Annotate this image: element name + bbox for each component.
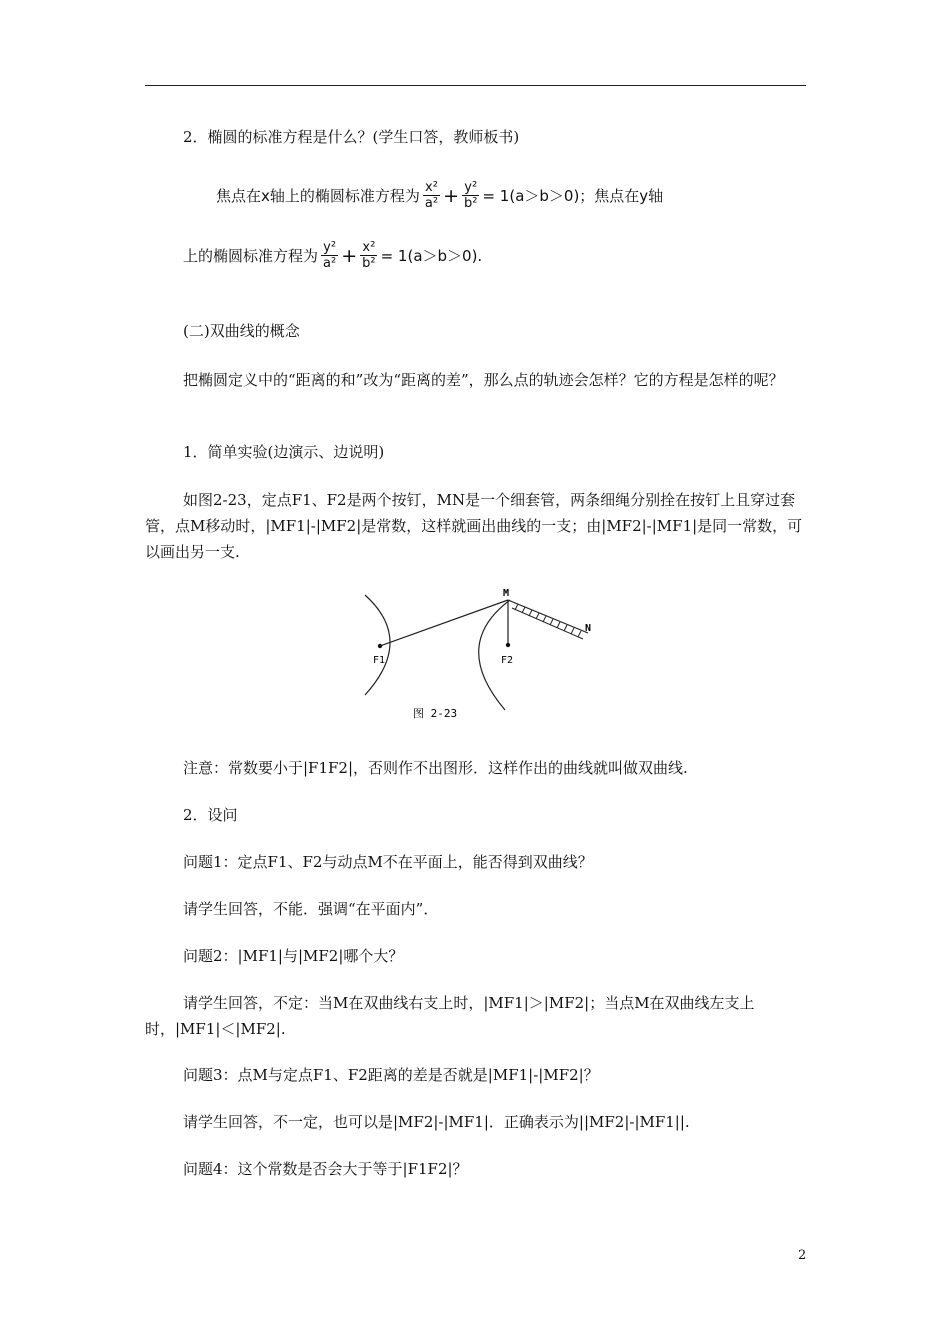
- section-heading-hyperbola: (二)双曲线的概念: [183, 322, 300, 340]
- question-3: 问题3：点M与定点F1、F2距离的差是否就是|MF1|-|MF2|？: [183, 1066, 599, 1084]
- left-branch-curve: [365, 595, 390, 695]
- question-1: 问题1：定点F1、F2与动点M不在平面上，能否得到双曲线？: [183, 853, 593, 871]
- page-number: 2: [798, 1248, 807, 1263]
- answer-1: 请学生回答，不能．强调“在平面内”．: [183, 900, 439, 918]
- eq1-prefix: 焦点在x轴上的椭圆标准方程为: [216, 187, 420, 205]
- hyperbola-figure: [355, 585, 615, 725]
- tube-mn-upper: [508, 600, 588, 633]
- tube-hatching: [515, 604, 581, 637]
- f2-point: [506, 643, 510, 647]
- eq1-plus: +: [443, 184, 459, 207]
- figure-caption: 图 2-23: [413, 707, 458, 720]
- eq1-fraction-2: $\frac{\text{y²}}{\text{b²}}$: [464, 180, 478, 211]
- question-2: 问题2：|MF1|与|MF2|哪个大？: [183, 947, 404, 965]
- eq2-prefix: 上的椭圆标准方程为: [183, 247, 319, 265]
- experiment-heading: 1．简单实验(边演示、边说明): [183, 443, 385, 461]
- note-paragraph: 注意：常数要小于|F1F2|，否则作不出图形．这样作出的曲线就叫做双曲线.: [183, 759, 688, 777]
- ellipse-equation-y-axis: [183, 240, 482, 271]
- label-f1: F1: [373, 655, 386, 666]
- eq1-rhs: = 1(a＞b＞0)；焦点在y轴: [482, 187, 664, 205]
- eq2-rhs: = 1(a＞b＞0).: [380, 247, 483, 265]
- answer-3: 请学生回答，不一定，也可以是|MF2|-|MF1|．正确表示为||MF2|-|MF1||.: [183, 1113, 690, 1131]
- questions-heading: 2．设问: [183, 806, 238, 824]
- string-f1-m: [380, 600, 508, 646]
- experiment-paragraph: 如图2-23，定点F1、F2是两个按钉，MN是一个细套管，两条细绳分别拴在按钉上且穿过套管，点M移动时，|MF1|-|MF2|是常数，这样就画出曲线的一支；由|MF2|-|MF1|是同一常数，可以画出另一支.: [145, 491, 803, 561]
- question-ellipse-equation: 2．椭圆的标准方程是什么？(学生口答，教师板书): [183, 128, 520, 146]
- ellipse-equation-x-axis: [216, 180, 663, 211]
- label-n: N: [585, 623, 592, 634]
- header-rule: [145, 85, 806, 86]
- eq2-fraction-2: $\frac{\text{x²}}{\text{b²}}$: [362, 240, 376, 271]
- eq1-fraction-1: $\frac{\text{x²}}{\text{a²}}$: [424, 180, 439, 211]
- eq2-fraction-1: $\frac{\text{y²}}{\text{a²}}$: [323, 240, 337, 271]
- label-f2: F2: [501, 655, 514, 666]
- answer-2: 请学生回答，不定：当M在双曲线右支上时，|MF1|＞|MF2|；当点M在双曲线左支上时，|MF1|＜|MF2|.: [145, 994, 755, 1038]
- f1-point: [378, 644, 382, 648]
- label-m: M: [503, 588, 510, 599]
- intro-paragraph: 把椭圆定义中的“距离的和”改为“距离的差”，那么点的轨迹会怎样？它的方程是怎样的呢？: [183, 371, 784, 389]
- question-4: 问题4：这个常数是否会大于等于|F1F2|？: [183, 1160, 468, 1178]
- eq2-plus: +: [341, 244, 358, 267]
